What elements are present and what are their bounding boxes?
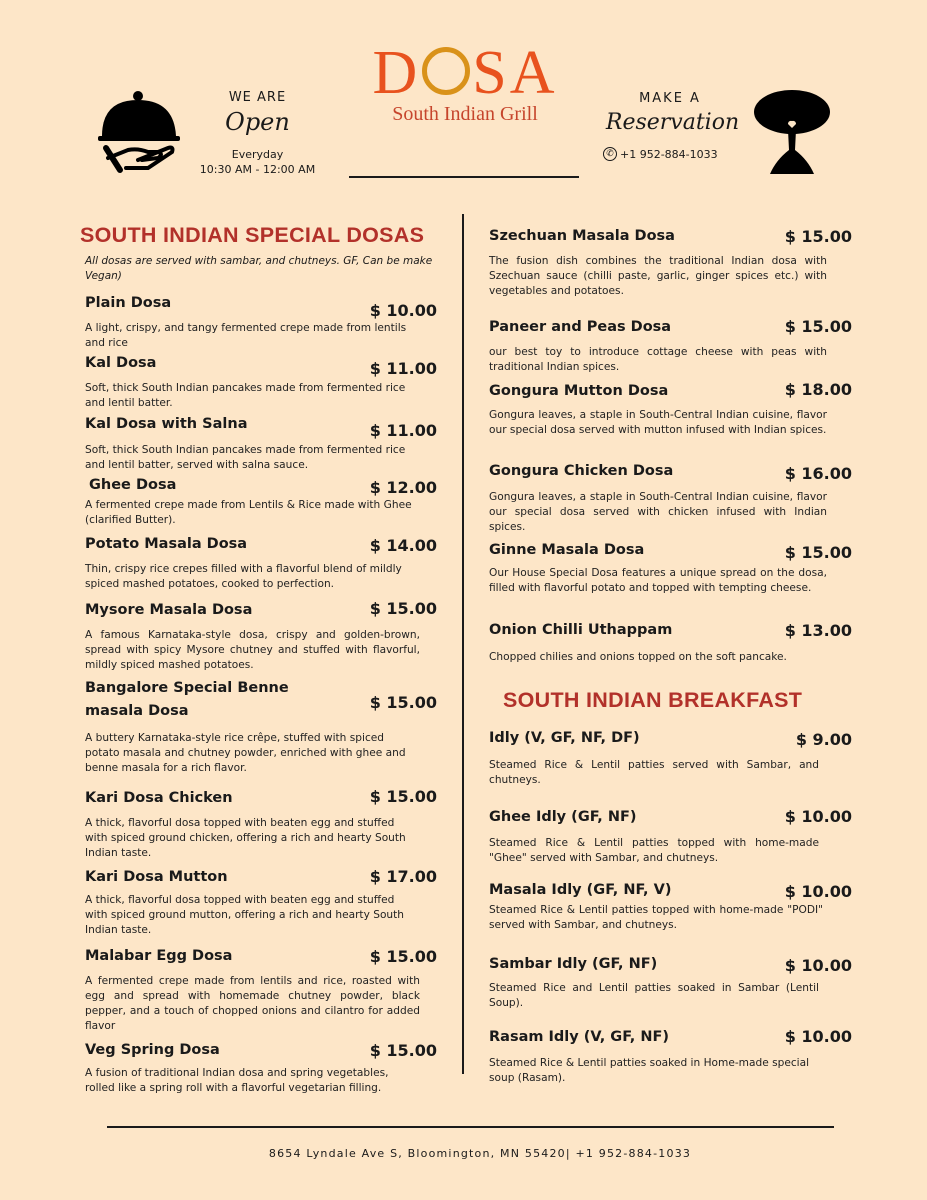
menu-item-price: $ 14.00 <box>369 536 437 555</box>
menu-item-price: $ 15.00 <box>784 317 852 336</box>
menu-item-name: Veg Spring Dosa <box>85 1042 220 1058</box>
menu-item-desc: A thick, flavorful dosa topped with beaten egg and stuffed with spiced ground chicken, offering a rich and hearty South Indian taste. <box>85 817 406 859</box>
menu-item-desc: Soft, thick South Indian pancakes made from fermented rice and lentil batter. <box>85 382 406 409</box>
menu-item-desc: Gongura leaves, a staple in South-Central Indian cuisine, flavor our special dosa served with mutton infused with Indian spices. <box>489 409 827 436</box>
menu-item-desc: A fermented crepe made from lentils and rice, roasted with egg and spread with homemade chutney powder, black pepper, and a touch of chopped onions and cilantro for added flavor <box>85 975 420 1032</box>
menu-item-name: Kari Dosa Mutton <box>85 869 228 885</box>
section-note: All dosas are served with sambar, and chutneys. GF, Can be make Vegan) <box>85 255 433 282</box>
logo <box>355 40 575 106</box>
open-label: Open <box>225 108 290 136</box>
menu-item-price: $ 16.00 <box>784 464 852 483</box>
menu-item-desc: A buttery Karnataka-style rice crêpe, stuffed with spiced potato masala and chutney powder, enriched with ghee and benne masala for a rich flavor. <box>85 732 406 774</box>
menu-item-desc: A fermented crepe made from Lentils & Rice made with Ghee (clarified Butter). <box>85 499 412 526</box>
logo-letters-sa: SA <box>472 39 558 107</box>
menu-item-price: $ 10.00 <box>784 882 852 901</box>
logo-subtitle: South Indian Grill <box>392 103 538 125</box>
menu-item-desc: Thin, crispy rice crepes filled with a flavorful blend of mildly spiced mashed potatoes, cooked to perfection. <box>85 563 402 590</box>
menu-item-price: $ 12.00 <box>369 478 437 497</box>
menu-item-name: Paneer and Peas Dosa <box>489 319 672 335</box>
menu-item-name: Gongura Mutton Dosa <box>489 383 669 399</box>
phone-number[interactable]: +1 952-884-1033 <box>620 147 718 161</box>
hours-label: 10:30 AM - 12:00 AM <box>199 163 316 176</box>
menu-item-desc: A thick, flavorful dosa topped with beaten egg and stuffed with spiced ground mutton, offering a rich and hearty South Indian taste. <box>85 894 405 936</box>
menu-item-price: $ 18.00 <box>784 380 852 399</box>
column-divider <box>462 214 464 1074</box>
menu-item-price: $ 13.00 <box>784 621 852 640</box>
menu-item-name: Kal Dosa with Salna <box>85 416 248 432</box>
menu-item-price: $ 17.00 <box>369 867 437 886</box>
menu-item-desc: The fusion dish combines the traditional Indian dosa with Szechuan sauce (chilli paste, garlic, ginger spices etc.) with vegetables and potatoes. <box>489 255 827 297</box>
menu-item-name: Idly (V, GF, NF, DF) <box>489 730 640 746</box>
menu-item-desc: Soft, thick South Indian pancakes made from fermented rice and lentil batter, served with salna sauce. <box>85 444 406 471</box>
section-title-special-dosas: SOUTH INDIAN SPECIAL DOSAS <box>80 223 425 247</box>
menu-item-price: $ 10.00 <box>784 956 852 975</box>
menu-item-desc: Gongura leaves, a staple in South-Central Indian cuisine, flavor our special dosa served with chicken infused with Indian spices. <box>489 491 827 533</box>
menu-item-price: $ 15.00 <box>369 1041 437 1060</box>
menu-item-desc: Steamed Rice & Lentil patties served with Sambar, and chutneys. <box>489 759 819 786</box>
footer-address: 8654 Lyndale Ave S, Bloomington, MN 55420| +1 952-884-1033 <box>268 1147 692 1160</box>
make-a-label: MAKE A <box>639 91 701 106</box>
menu-item-name: Gongura Chicken Dosa <box>489 463 674 479</box>
logo-o-ring <box>422 47 470 95</box>
header-divider <box>349 176 579 178</box>
menu-item-desc: A light, crispy, and tangy fermented crepe made from lentils and rice <box>85 322 407 349</box>
phone-row[interactable] <box>603 147 733 161</box>
menu-item-name: Malabar Egg Dosa <box>85 948 233 964</box>
menu-item-name: Mysore Masala Dosa <box>85 602 253 618</box>
menu-item-name: Bangalore Special Benne masala Dosa <box>85 680 289 719</box>
menu-item-price: $ 9.00 <box>795 730 852 749</box>
we-are-label: WE ARE <box>228 90 287 105</box>
menu-item-price: $ 15.00 <box>784 227 852 246</box>
tree-icon <box>752 90 832 182</box>
phone-icon: ✆ <box>603 147 617 161</box>
menu-item-desc: Chopped chilies and onions topped on the soft pancake. <box>489 651 787 663</box>
menu-item-name: Szechuan Masala Dosa <box>489 228 675 244</box>
menu-item-name: Sambar Idly (GF, NF) <box>489 956 658 972</box>
menu-item-price: $ 15.00 <box>784 543 852 562</box>
menu-item-desc: Steamed Rice & Lentil patties soaked in Home-made special soup (Rasam). <box>489 1057 810 1084</box>
menu-item-desc: our best toy to introduce cottage cheese with peas with traditional Indian spices. <box>489 346 827 373</box>
menu-item-name: Ginne Masala Dosa <box>489 542 645 558</box>
menu-item-desc: Steamed Rice & Lentil patties topped with home-made "PODI" served with Sambar, and chutneys. <box>489 904 823 931</box>
logo-letter-d: D <box>372 39 421 107</box>
menu-item-desc: A famous Karnataka-style dosa, crispy and golden-brown, spread with spicy Mysore chutney and stuffed with flavorful, mildly spiced mashed potatoes. <box>85 629 420 671</box>
everyday-label: Everyday <box>231 148 284 161</box>
menu-item-price: $ 10.00 <box>369 301 437 320</box>
menu-item-name: Plain Dosa <box>85 295 172 311</box>
menu-item-name: Ghee Dosa <box>89 477 177 493</box>
menu-item-name: Ghee Idly (GF, NF) <box>489 809 637 825</box>
menu-item-price: $ 15.00 <box>369 693 437 712</box>
menu-item-desc: Our House Special Dosa features a unique spread on the dosa, filled with flavorful potato and topped with tempting cheese. <box>489 567 827 594</box>
menu-item-name: Kari Dosa Chicken <box>85 790 233 806</box>
footer-divider <box>107 1126 834 1128</box>
menu-item-price: $ 15.00 <box>369 787 437 806</box>
menu-item-price: $ 11.00 <box>369 359 437 378</box>
menu-item-price: $ 15.00 <box>369 947 437 966</box>
menu-item-name: Potato Masala Dosa <box>85 536 248 552</box>
menu-item-desc: Steamed Rice & Lentil patties topped with home-made "Ghee" served with Sambar, and chutneys. <box>489 837 819 864</box>
menu-item-price: $ 11.00 <box>369 421 437 440</box>
section-title-breakfast: SOUTH INDIAN BREAKFAST <box>503 688 803 712</box>
menu-item-name: Kal Dosa <box>85 355 157 371</box>
menu-item-name: Masala Idly (GF, NF, V) <box>489 882 672 898</box>
cloche-icon <box>98 88 184 180</box>
menu-item-name: Rasam Idly (V, GF, NF) <box>489 1029 670 1045</box>
reservation-label: Reservation <box>605 110 740 135</box>
menu-item-price: $ 10.00 <box>784 807 852 826</box>
menu-item-desc: A fusion of traditional Indian dosa and spring vegetables, rolled like a spring roll with a flavorful vegetarian filling. <box>85 1067 389 1094</box>
menu-item-price: $ 10.00 <box>784 1027 852 1046</box>
menu-item-name: Onion Chilli Uthappam <box>489 622 673 638</box>
menu-item-price: $ 15.00 <box>369 599 437 618</box>
menu-item-desc: Steamed Rice and Lentil patties soaked in Sambar (Lentil Soup). <box>489 982 819 1009</box>
